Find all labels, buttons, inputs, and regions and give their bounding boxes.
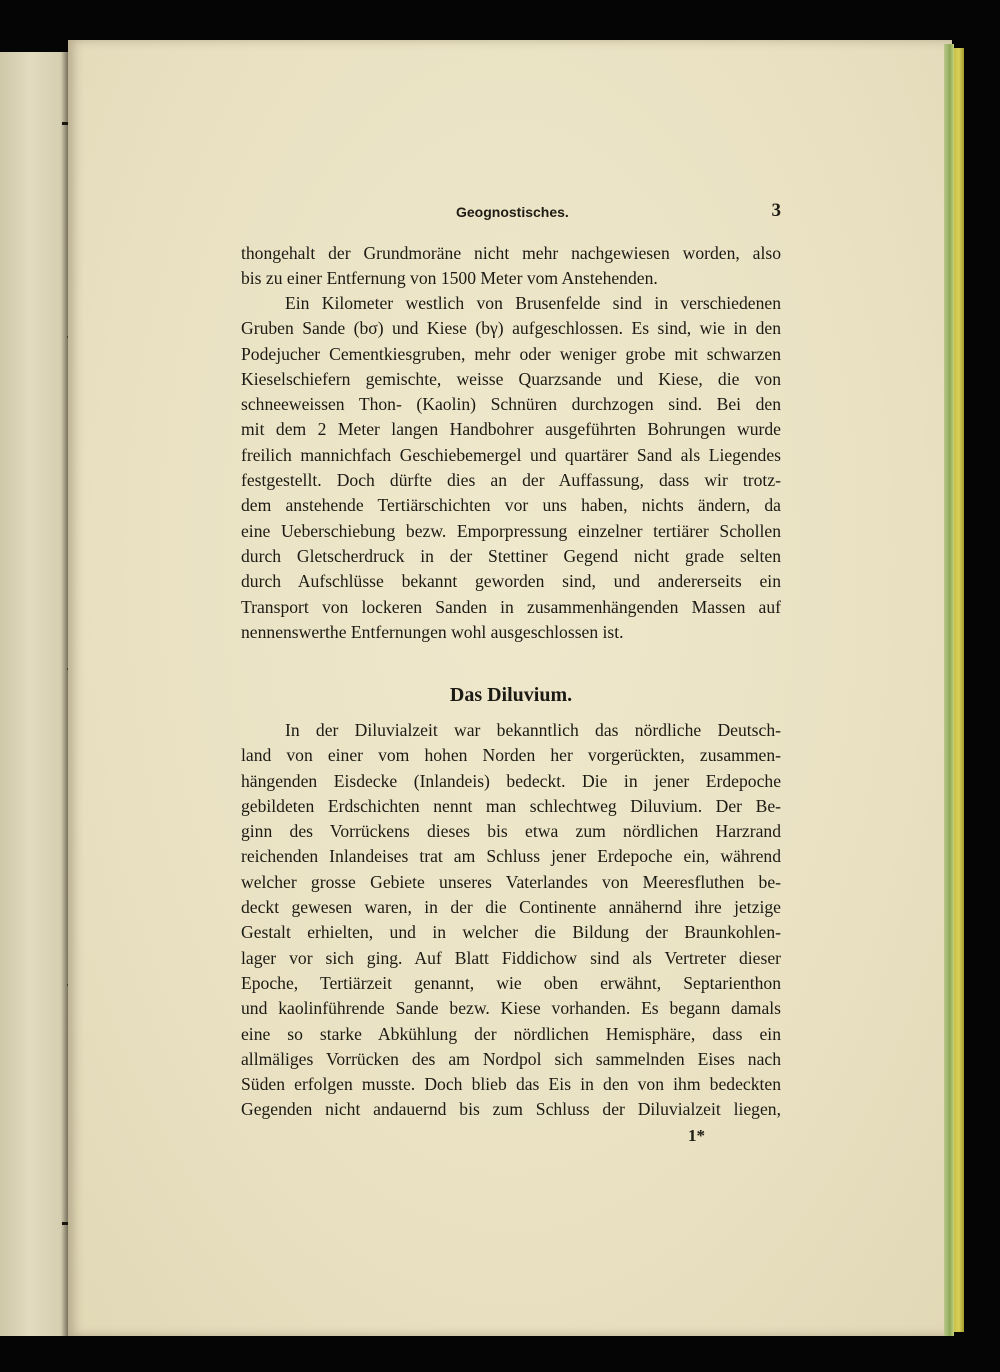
paragraph-diluvium bbox=[241, 720, 781, 1125]
text-line: Transport von lockeren Sanden in zusammenhängenden Massen auf bbox=[241, 596, 781, 617]
running-header bbox=[241, 200, 781, 226]
text-line: lager vor sich ging. Auf Blatt Fiddichow sind als Vertreter dieser bbox=[241, 947, 781, 968]
text-line: Podejucher Cementkiesgruben, mehr oder weniger grobe mit schwarzen bbox=[241, 343, 781, 364]
running-title: Geognostisches. bbox=[456, 204, 569, 220]
text-line: Süden erfolgen musste. Doch blieb das Eis in den von ihm bedeckten bbox=[241, 1074, 781, 1095]
paragraph-continued bbox=[241, 243, 781, 294]
text-line: reichenden Inlandeises trat am Schluss jener Erdepoche ein, während bbox=[241, 846, 781, 867]
text-line: Gestalt erhielten, und in welcher die Bildung der Braunkohlen- bbox=[241, 922, 781, 943]
text-line: durch Gletscherdruck in der Stettiner Gegend nicht grade selten bbox=[241, 545, 781, 566]
text-line: Gruben Sande (bσ) und Kiese (bγ) aufgeschlossen. Es sind, wie in den bbox=[241, 318, 781, 339]
page-edge-green bbox=[944, 44, 954, 1336]
text-line: durch Aufschlüsse bekannt geworden sind, und andererseits ein bbox=[241, 571, 781, 592]
signature-mark: 1* bbox=[688, 1126, 705, 1145]
text-line: welcher grosse Gebiete unseres Vaterlandes von Meeresfluthen be- bbox=[241, 871, 781, 892]
text-line: Epoche, Tertiärzeit genannt, wie oben erwähnt, Septarienthon bbox=[241, 972, 781, 993]
text-line: hängenden Eisdecke (Inlandeis) bedeckt. Die in jener Erdepoche bbox=[241, 770, 781, 791]
text-line: schneeweissen Thon- (Kaolin) Schnüren durchzogen sind. Bei den bbox=[241, 394, 781, 415]
text-line: ginn des Vorrückens dieses bis etwa zum nördlichen Harzrand bbox=[241, 821, 781, 842]
page-edge-yellow bbox=[954, 48, 964, 1332]
page-number: 3 bbox=[771, 200, 781, 221]
section-heading: Das Diluvium. bbox=[449, 684, 573, 706]
text-line: mit dem 2 Meter langen Handbohrer ausgeführten Bohrungen wurde bbox=[241, 419, 781, 440]
text-line: Gegenden nicht andauernd bis zum Schluss der Diluvialzeit liegen, bbox=[241, 1099, 781, 1120]
text-line: In der Diluvialzeit war bekanntlich das nördliche Deutsch- bbox=[285, 720, 781, 740]
text-line: gebildeten Erdschichten nennt man schlechtweg Diluvium. Der Be- bbox=[241, 795, 781, 816]
text-line: land von einer vom hohen Norden her vorgerückten, zusammen- bbox=[241, 745, 781, 766]
text-line: festgestellt. Doch dürfte dies an der Auffassung, dass wir trotz- bbox=[241, 470, 781, 491]
text-line: Kieselschiefern gemischte, weisse Quarzsande und Kiese, die von bbox=[241, 368, 781, 389]
text-line: deckt gewesen waren, in der die Continente annähernd ihre jetzige bbox=[241, 897, 781, 918]
previous-page-edge bbox=[0, 52, 76, 1336]
text-line: freilich mannichfach Geschiebemergel und quartärer Sand als Liegendes bbox=[241, 444, 781, 465]
text-line: dem anstehende Tertiärschichten vor uns haben, nichts ändern, da bbox=[241, 495, 781, 516]
text-line: eine Ueberschiebung bezw. Emporpressung einzelner tertiärer Schollen bbox=[241, 520, 781, 541]
text-line: und kaolinführende Sande bezw. Kiese vorhanden. Es begann damals bbox=[241, 998, 781, 1019]
text-line: Ein Kilometer westlich von Brusenfelde sind in verschiedenen bbox=[285, 293, 781, 313]
paragraph-sande-kiese bbox=[241, 293, 781, 647]
text-line: allmäliges Vorrücken des am Nordpol sich sammelnden Eises nach bbox=[241, 1048, 781, 1069]
text-line: thongehalt der Grundmoräne nicht mehr nachgewiesen worden, also bbox=[241, 243, 781, 263]
text-line: eine so starke Abkühlung der nördlichen Hemisphäre, dass ein bbox=[241, 1023, 781, 1044]
text-line: bis zu einer Entfernung von 1500 Meter vom Anstehenden. bbox=[241, 268, 658, 289]
text-line: nennenswerthe Entfernungen wohl ausgeschlossen ist. bbox=[241, 621, 624, 642]
